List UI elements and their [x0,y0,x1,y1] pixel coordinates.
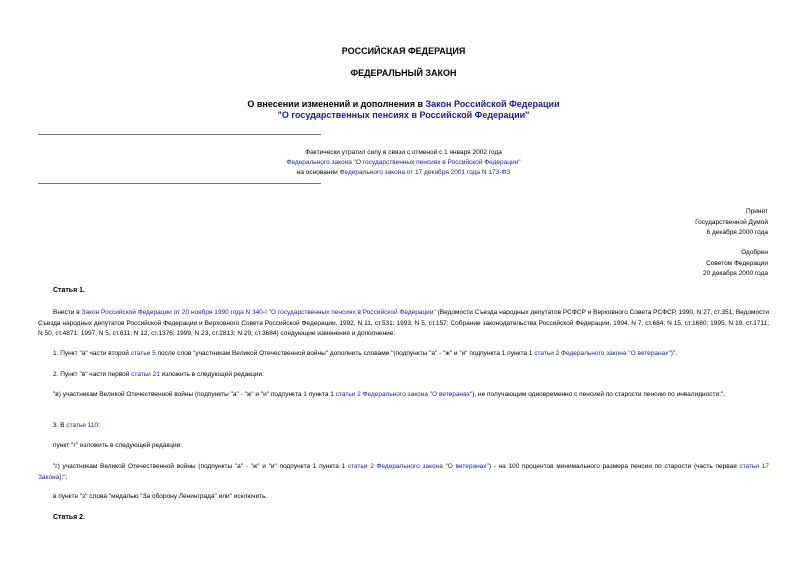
q3-text-a: "г) участникам Великой Отечественной войны (подпункты "а" - "ж" и "и" подпункта 1 пункта 1 [53,463,348,470]
article-1-point-3-sub: пункт "г" изложить в следующей редакции: [53,442,183,449]
country-heading: РОССИЙСКАЯ ФЕДЕРАЦИЯ [341,46,466,56]
intro-rest: (Ведомости Съезда народных депутатов РСФСР и Верховного Совета РСФСР, 1990, N 27, ст.351; Ведомости Съезда народных депутатов Российской Федерации и Верховного Совета Российской Федерации, 1992, N 11, ст.531; 1993, N 5, ст.157; Собрание законодательства Российской Федерации, 1994, N 7, ст.684; N 15, ст.1680; 1995, N 19, ст.1711; N 50, ст.4871; 1997, N 5, ст.611; N 12, ст.1376; 1999, N 23, ст.2813; N 29, ст.3684) следующие изменения и дополнение: [38,309,769,337]
q3-text-b: ) - на 100 процентов минимального размера пенсии по старости (часть первая [488,463,740,470]
q2-text-b: ), не получающим одновременно с пенсией по старости пенсию по инвалидности;". [472,391,725,398]
p1-link-veterans-law[interactable]: статьи 2 Федерального закона "О ветеранах" [534,350,671,357]
q2-link-veterans-law[interactable]: статьи 2 Федерального закона "О ветеранах" [335,391,473,398]
article-1-heading: Статья 1. [53,287,85,294]
q2-text-a: "в) участникам Великой Отечественной войны (подпункты "а" - "ж" и "и" подпункта 1 пункта 1 [53,391,336,398]
law-title [0,99,807,121]
intro-link-law-340[interactable]: Закон Российской Федерации от 20 ноября 1990 года N 340-I "О государственных пенсиях в Российской Федерации" [81,309,436,316]
approved-by: Советом Федерации [706,259,768,267]
p1-text-b: после слов "участникам Великой Отечественной войны" дополнить словами "(подпункты "а" - "ж" и "и" подпункта 1 пункта 1 [155,350,535,357]
q3-link-article-17[interactable]: статьи 17 Закона [38,463,769,481]
p2-text-b: изложить в следующей редакции: [159,371,264,378]
p2-link-article-21[interactable]: статьи 21 [131,371,160,378]
p2-text-a: 2. Пункт "в" части первой [53,371,132,378]
title-link-pensions[interactable]: "О государственных пенсиях в Российской Федерации" [277,110,530,120]
article-2-heading: Статья 2. [53,514,85,521]
status-link-173fz[interactable]: Федерального закона от 17 декабря 2001 года N 173-ФЗ [339,169,511,176]
doc-type-heading: ФЕДЕРАЛЬНЫЙ ЗАКОН [350,68,457,78]
article-1-quote-2 [38,390,769,401]
article-1-point-3-last: в пункте "з" слова "медалью "За оборону Ленинграда" или" исключить. [53,493,268,500]
approved-date: 20 декабря 2000 года [702,270,768,277]
article-1-quote-3 [38,462,769,483]
approved-label: Одобрен [741,249,768,256]
accepted-date: 6 декабря 2000 года [706,229,768,236]
p3-link-article-110[interactable]: статье 110 [66,422,99,429]
q3-link-veterans-law[interactable]: статьи 2 Федерального закона "О ветеранах" [347,463,489,470]
article-1-point-2 [38,370,769,381]
article-1-point-3 [38,421,769,432]
p3-text-b: : [98,422,100,429]
adoption-accepted [695,207,768,239]
status-note [0,148,807,178]
adoption-approved [703,248,768,280]
accepted-by: Государственной Думой [695,218,768,226]
status-link-federal-law[interactable]: Федерального закона "О государственных пенсиях в Российской Федерации" [286,159,521,166]
title-link-law[interactable]: Закон Российской Федерации [425,99,560,109]
p3-text-a: 3. В [53,422,67,429]
p1-link-article-5[interactable]: статьи 5 [130,350,156,357]
accepted-label: Принят [745,208,768,215]
title-prefix: О внесении изменений и дополнения в [247,99,426,109]
status-line-3-prefix: на основании [296,169,340,176]
status-line-1: Фактически утратил силу в связи с отменой с 1 января 2002 года [305,149,502,156]
p1-text-c: )". [670,350,678,357]
divider-bottom [38,183,321,184]
article-1-intro [38,308,769,340]
intro-prefix: Внести в [53,309,82,316]
q3-text-c: );"; [59,473,68,481]
article-1-point-1 [38,349,769,360]
divider-top [38,134,321,135]
p1-text-a: 1. Пункт "а" части второй [53,350,131,357]
